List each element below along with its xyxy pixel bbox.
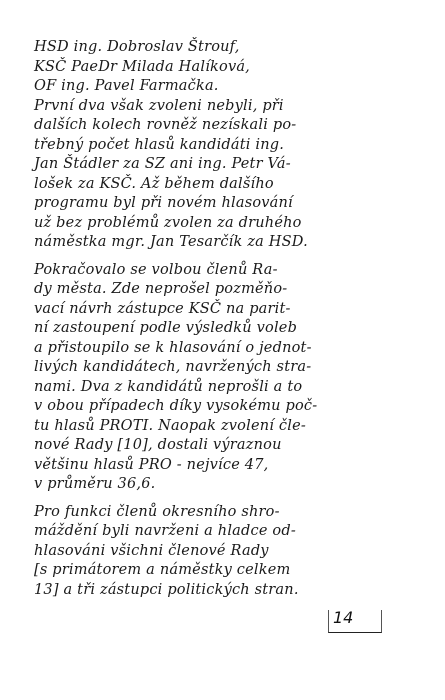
text-line: Pro funkci členů okresního shro-: [34, 503, 280, 520]
text-line: dalších kolech rovněž nezískali po-: [34, 117, 297, 133]
text-line: v obou případech díky vysokému poč-: [34, 398, 318, 414]
text-line: Jan Štádler za SZ ani ing. Petr Vá-: [34, 156, 291, 172]
text-line: ní zastoupení podle výsledků voleb: [34, 320, 298, 336]
text-line: a přistoupilo se k hlasování o jednot-: [34, 339, 312, 356]
text-line: programu byl při novém hlasování: [34, 195, 293, 211]
text-line: livých kandidátech, navržených stra-: [34, 359, 312, 375]
text-line: nové Rady [10], dostali výraznou: [34, 437, 282, 453]
text-line: v průměru 36,6.: [34, 476, 156, 492]
text-line: nami. Dva z kandidátů neprošli a to: [34, 378, 303, 395]
text-line: tu hlasů PROTI. Naopak zvolení čle-: [34, 417, 306, 434]
text-line: První dva však zvoleni nebyli, při: [34, 97, 284, 114]
text-line: třebný počet hlasů kandidáti ing.: [34, 136, 285, 153]
page-number: 14: [333, 608, 354, 627]
text-line: OF ing. Pavel Farmačka.: [34, 78, 219, 94]
text-line: KSČ PaeDr Milada Halíková,: [34, 58, 250, 75]
text-line: vací návrh zástupce KSČ na parit-: [34, 300, 291, 317]
text-line: dy města. Zde neprošel pozměňo-: [34, 281, 288, 297]
text-line: už bez problémů zvolen za druhého: [34, 214, 302, 231]
text-line: náměstka mgr. Jan Tesarčík za HSD.: [34, 234, 308, 250]
text-line: 13] a tři zástupci politických stran.: [34, 581, 299, 598]
handwritten-text: [34, 38, 414, 600]
text-line: Pokračovalo se volbou členů Ra-: [34, 261, 278, 278]
text-line: hlasováni všichni členové Rady: [34, 542, 269, 559]
text-line: lošek za KSČ. Až během dalšího: [34, 175, 274, 192]
text-line: většinu hlasů PRO - nejvíce 47,: [34, 456, 269, 473]
text-line: HSD ing. Dobroslav Štrouf,: [34, 39, 240, 55]
text-line: máždění byli navrženi a hladce od-: [34, 523, 296, 539]
text-line: [s primátorem a náměstky celkem: [34, 562, 291, 578]
